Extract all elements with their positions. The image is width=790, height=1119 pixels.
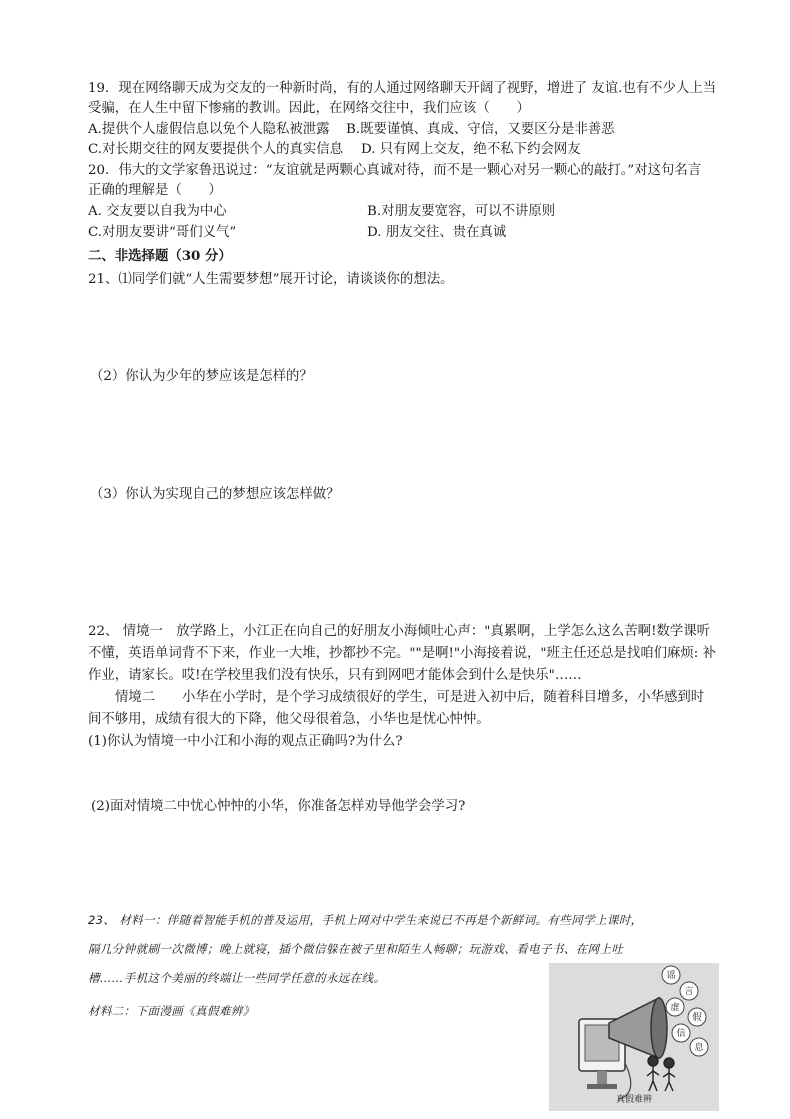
q23-line3: 槽……手机这个美丽的终端让一些同学任意的永远在线。 (88, 971, 386, 985)
q20-option-d: D. 朋友交往、贵在真诚 (367, 225, 507, 240)
bubble-text: 虚 (670, 1003, 680, 1013)
q23-line2: 隔几分钟就刷一次微博；晚上就寝，插个微信躲在被子里和陌生人畅聊；玩游戏、看电子书、在网上吐 (88, 942, 624, 956)
q19-option-c: C.对长期交往的网友要提供个人的真实信息 (88, 142, 344, 157)
q22-sub2: (2)面对情境二中忧心忡忡的小华，你准备怎样劝导他学会学习? (91, 799, 466, 814)
bubble-text: 谣 (666, 971, 676, 981)
section-title: 二、非选择题（30 分） (88, 248, 232, 264)
q21-sub2: （2）你认为少年的梦应该是怎样的？ (90, 369, 313, 384)
q20-stem-line2: 正确的理解是（ ） (88, 183, 222, 198)
bubble-text: 息 (694, 1043, 704, 1053)
comic-illustration (549, 963, 719, 1111)
q22-line1: 22、 情境一 放学路上，小江正在向自己的好朋友小海倾吐心声："真累啊，上学怎么这么苦啊!数学课听 (88, 624, 711, 639)
comic-drawing (549, 963, 719, 1111)
q22-sub1: (1)你认为情境一中小江和小海的观点正确吗?为什么? (88, 734, 403, 749)
q21-sub3: （3）你认为实现自己的梦想应该怎样做？ (90, 487, 340, 502)
comic-caption: 真假难辨 (615, 1095, 652, 1105)
q19-stem-line2: 受骗，在人生中留下惨痛的教训。因此，在网络交往中，我们应该（ ） (88, 101, 530, 116)
bubble-text: 假 (692, 1013, 702, 1023)
bubble-text: 言 (684, 987, 694, 997)
q19-option-b: B.既要谨慎、真成、守信，又要区分是非善恶 (346, 122, 615, 137)
q21-sub1: 21、⑴同学们就“人生需要梦想”展开讨论，请谈谈你的想法。 (88, 272, 454, 287)
q19-stem-line1: 19．现在网络聊天成为交友的一种新时尚，有的人通过网络聊天开阔了视野，增进了 友谊.也有不少人上当 (88, 81, 717, 96)
q19-option-d: D. 只有网上交友，绝不私下约会网友 (361, 142, 581, 157)
q22-line4: 情境二 小华在小学时，是个学习成绩很好的学生，可是进入初中后，随着科目增多，小华感到时 (115, 690, 705, 705)
q20-option-b: B.对朋友要宽容，可以不讲原则 (367, 204, 556, 219)
q19-option-a: A.提供个人虚假信息以免个人隐私被泄露 (88, 122, 330, 137)
q23-line1: 23、 材料一：伴随着智能手机的普及运用，手机上网对中学生来说已不再是个新鲜词。有些同学上课时， (88, 913, 643, 927)
q23-material2-label: 材料二：下面漫画《真假难辨》 (88, 1004, 255, 1018)
q22-line2: 不懂，英语单词背不下来，作业一大堆，抄都抄不完。""是啊!"小海接着说，"班主任还总是找咱们麻烦: 补 (88, 646, 716, 661)
q22-line5: 间不够用，成绩有很大的下降，他父母很着急，小华也是忧心忡忡。 (88, 712, 490, 727)
q22-line3: 作业，请家长。哎!在学校里我们没有快乐，只有到网吧才能体会到什么是快乐"…… (88, 668, 582, 683)
q20-option-a: A. 交友要以自我为中心 (88, 204, 227, 219)
bubble-text: 信 (676, 1029, 686, 1039)
q20-stem-line1: 20．伟大的文学家鲁迅说过：“友谊就是两颗心真诚对待，而不是一颗心对另一颗心的敲打。”对这句名言 (88, 163, 702, 178)
q20-option-c: C.对朋友要讲“哥们义气” (88, 225, 237, 240)
